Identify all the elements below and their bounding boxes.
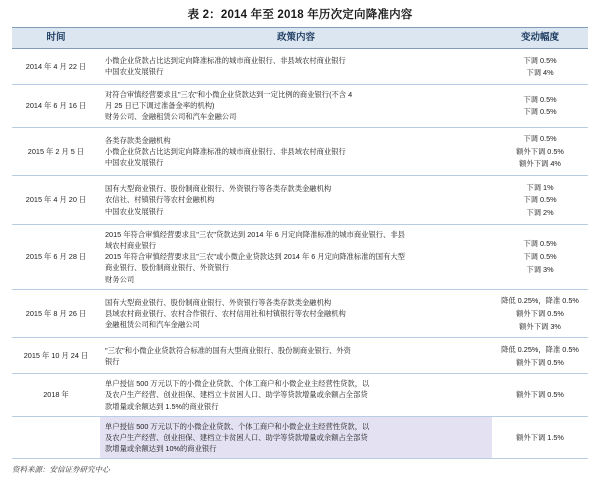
magnitude-line: 下调 3% xyxy=(526,264,554,274)
magnitude-line: 额外下调 4% xyxy=(519,159,561,169)
cell-magnitude xyxy=(492,374,588,417)
policy-line: 款增量或余额达到 1.5%的商业银行 xyxy=(105,401,219,411)
magnitude-line: 降低 0.25%，降准 0.5% xyxy=(501,296,579,306)
magnitude-line: 下调 0.5% xyxy=(523,94,557,104)
cell-time: 2015 年 8 月 26 日 xyxy=(12,289,100,338)
cell-policy xyxy=(100,176,492,225)
magnitude-line: 下调 0.5% xyxy=(523,252,557,262)
magnitude-line: 下调 0.5% xyxy=(523,239,557,249)
magnitude-line: 额外下调 0.5% xyxy=(516,357,564,367)
cell-magnitude xyxy=(492,224,588,289)
cell-policy xyxy=(100,224,492,289)
table-body xyxy=(12,49,588,459)
table-row xyxy=(12,338,588,374)
cell-magnitude xyxy=(492,127,588,176)
policy-line: 单户授信 500 万元以下的小微企业贷款、个体工商户和小微企业主经营性贷款，以 xyxy=(105,421,370,431)
magnitude-line: 下调 2% xyxy=(526,208,554,218)
policy-line: 国有大型商业银行、股份制商业银行、外资银行等各类存款类金融机构 xyxy=(105,184,332,194)
table-row xyxy=(12,289,588,338)
table-header xyxy=(12,28,588,49)
table-row xyxy=(12,49,588,85)
magnitude-line: 额外下调 0.5% xyxy=(516,146,564,156)
cell-time xyxy=(12,416,100,459)
column-header-time: 时间 xyxy=(12,28,100,49)
policy-line: 月 25 日已下调过准备金率的机构) xyxy=(105,101,215,111)
table-row xyxy=(12,127,588,176)
cell-magnitude xyxy=(492,49,588,85)
cell-magnitude xyxy=(492,416,588,459)
magnitude-line: 下调 4% xyxy=(526,68,554,78)
policy-line: 2015 年符合审慎经营要求且"三农"贷款达到 2014 年 6 月定向降准标准的城市商业银行、非县 xyxy=(105,229,405,239)
magnitude-line: 下调 0.5% xyxy=(523,55,557,65)
policy-line: "三农"和小微企业贷款符合标准的国有大型商业银行、股份制商业银行、外资 xyxy=(105,345,351,355)
policy-line: 商业银行、股份制商业银行、外资银行 xyxy=(105,263,230,273)
cell-policy xyxy=(100,49,492,85)
policy-line: 财务公司、金融租赁公司和汽车金融公司 xyxy=(105,112,237,122)
magnitude-line: 下调 0.5% xyxy=(523,195,557,205)
cell-time: 2015 年 6 月 28 日 xyxy=(12,224,100,289)
table-row xyxy=(12,374,588,417)
policy-table xyxy=(12,27,588,459)
cell-policy xyxy=(100,338,492,374)
cell-policy xyxy=(100,127,492,176)
cell-policy xyxy=(100,416,492,459)
magnitude-line: 额外下调 0.5% xyxy=(516,390,564,400)
table-title: 表 2：2014 年至 2018 年历次定向降准内容 xyxy=(187,9,413,21)
policy-line: 及农户生产经营、创业担保、建档立卡贫困人口、助学等贷款增量或余额占全部贷 xyxy=(105,433,368,443)
cell-policy xyxy=(100,374,492,417)
cell-magnitude xyxy=(492,176,588,225)
magnitude-line: 下调 1% xyxy=(526,182,554,192)
cell-magnitude xyxy=(492,338,588,374)
policy-line: 2015 年符合审慎经营要求且"三农"或小微企业贷款达到 2014 年 6 月定向降准标准的国有大型 xyxy=(105,252,405,262)
table-row xyxy=(12,84,588,127)
policy-line: 款增量或余额达到 10%的商业银行 xyxy=(105,444,217,454)
policy-line: 财务公司 xyxy=(105,274,135,284)
cell-policy xyxy=(100,84,492,127)
magnitude-line: 额外下调 0.5% xyxy=(516,308,564,318)
cell-time: 2015 年 2 月 5 日 xyxy=(12,127,100,176)
magnitude-line: 降低 0.25%，降准 0.5% xyxy=(501,344,579,354)
policy-line: 金融租赁公司和汽车金融公司 xyxy=(105,320,200,330)
policy-line: 中国农业发展银行 xyxy=(105,206,164,216)
table-row xyxy=(12,176,588,225)
table-row xyxy=(12,224,588,289)
policy-line: 及农户生产经营、创业担保、建档立卡贫困人口、助学等贷款增量或余额占全部贷 xyxy=(105,390,368,400)
magnitude-line: 下调 0.5% xyxy=(523,134,557,144)
cell-time: 2014 年 4 月 22 日 xyxy=(12,49,100,85)
cell-magnitude xyxy=(492,289,588,338)
policy-line: 中国农业发展银行 xyxy=(105,67,164,77)
policy-line: 各类存款类金融机构 xyxy=(105,135,171,145)
cell-time: 2014 年 6 月 16 日 xyxy=(12,84,100,127)
cell-time: 2015 年 4 月 20 日 xyxy=(12,176,100,225)
column-header-policy: 政策内容 xyxy=(100,28,492,49)
policy-line: 小微企业贷款占比达到定向降准标准的城市商业银行、非县域农村商业银行 xyxy=(105,56,346,66)
cell-time: 2018 年 xyxy=(12,374,100,417)
cell-policy xyxy=(100,289,492,338)
magnitude-line: 额外下调 3% xyxy=(519,321,561,331)
policy-line: 对符合审慎经营要求且"三农"和小微企业贷款达到一定比例的商业银行(不含 4 xyxy=(105,89,353,99)
magnitude-line: 下调 0.5% xyxy=(523,107,557,117)
table-header-row xyxy=(12,28,588,49)
column-header-magnitude: 变动幅度 xyxy=(492,28,588,49)
policy-line: 银行 xyxy=(105,356,120,366)
policy-line: 域农村商业银行 xyxy=(105,240,157,250)
source-note: 资料来源：安信证券研究中心 xyxy=(12,465,110,475)
policy-line: 小微企业贷款占比达到定向降准标准的城市商业银行、非县域农村商业银行 xyxy=(105,146,346,156)
policy-line: 农信社、村镇银行等农村金融机构 xyxy=(105,195,215,205)
cell-time: 2015 年 10 月 24 日 xyxy=(12,338,100,374)
policy-line: 单户授信 500 万元以下的小微企业贷款、个体工商户和小微企业主经营性贷款，以 xyxy=(105,379,370,389)
policy-line: 国有大型商业银行、股份制商业银行、外资银行等各类存款类金融机构 xyxy=(105,297,332,307)
policy-line: 中国农业发展银行 xyxy=(105,157,164,167)
magnitude-line: 额外下调 1.5% xyxy=(516,433,564,443)
policy-line: 县域农村商业银行、农村合作银行、农村信用社和村镇银行等农村金融机构 xyxy=(105,308,346,318)
table-row-highlighted xyxy=(12,416,588,459)
cell-magnitude xyxy=(492,84,588,127)
